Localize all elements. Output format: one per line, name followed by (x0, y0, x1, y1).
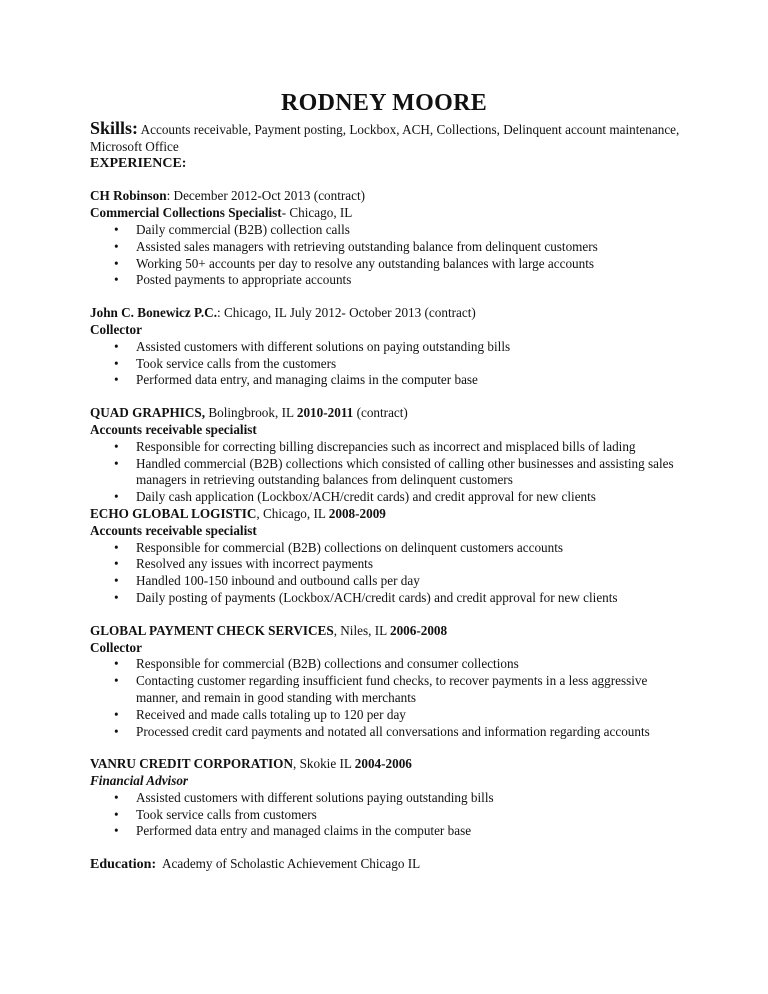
experience-heading: EXPERIENCE: (90, 155, 187, 171)
job-note: (contract) (353, 405, 408, 421)
job-title: Accounts receivable specialist (90, 421, 257, 437)
job-company: GLOBAL PAYMENT CHECK SERVICES (90, 622, 334, 638)
list-item: • Performed data entry, and managing claims in the computer base (136, 372, 690, 389)
job-company: John C. Bonewicz P.C. (90, 305, 217, 321)
job-header (90, 756, 690, 773)
list-item: • Received and made calls totaling up to 120 per day (136, 707, 690, 724)
job-details: : December 2012-Oct 2013 (contract) (166, 188, 366, 204)
education-section (90, 856, 690, 874)
job-company: CH Robinson (90, 188, 167, 204)
job-title-line (90, 205, 690, 222)
list-item: • Daily commercial (B2B) collection calls (136, 222, 690, 239)
job-years: 2010-2011 (296, 405, 354, 421)
job-company: VANRU CREDIT CORPORATION (90, 756, 293, 772)
job-header (90, 506, 690, 523)
list-item: • Posted payments to appropriate accounts (136, 272, 690, 289)
resume-body (90, 120, 690, 874)
skills-text: Accounts receivable, Payment posting, Lockbox, ACH, Collections, Delinquent account maintenance, Microsoft Office (90, 122, 680, 154)
job-header (90, 623, 690, 640)
job-title: Financial Advisor (90, 773, 189, 789)
list-item: • Assisted sales managers with retrieving outstanding balance from delinquent customers (136, 239, 690, 256)
job-global-payment-check-services (90, 623, 690, 741)
job-vanru-credit-corporation (90, 756, 690, 840)
skills-label: Skills: (90, 118, 139, 138)
job-years: 2008-2009 (328, 505, 386, 521)
list-item: • Contacting customer regarding insufficient fund checks, to recover payments in a less aggressive manner, and remain in good standing with merchants (136, 673, 690, 707)
job-header (90, 405, 690, 422)
job-bullets (90, 439, 690, 506)
job-bullets (90, 656, 690, 740)
candidate-name: RODNEY MOORE (280, 90, 488, 116)
list-item: • Resolved any issues with incorrect payments (136, 556, 690, 573)
job-bullets (90, 339, 690, 389)
job-title: Commercial Collections Specialist (90, 205, 282, 221)
job-company: QUAD GRAPHICS, (90, 405, 206, 421)
list-item: • Daily cash application (Lockbox/ACH/credit cards) and credit approval for new clients (136, 489, 690, 506)
list-item: • Responsible for commercial (B2B) collections on delinquent customers accounts (136, 540, 690, 557)
list-item: • Handled commercial (B2B) collections which consisted of calling other businesses and assisting sales managers in retrieving outstanding balances from delinquent customers (136, 456, 690, 490)
list-item: • Working 50+ accounts per day to resolve any outstanding balances with large accounts (136, 256, 690, 273)
list-item: • Took service calls from customers (136, 807, 690, 824)
job-echo-global-logistic (90, 506, 690, 607)
list-item: • Handled 100-150 inbound and outbound calls per day (136, 573, 690, 590)
job-location: , Niles, IL (333, 622, 390, 638)
list-item: • Assisted customers with different solutions paying outstanding bills (136, 790, 690, 807)
job-bullets (90, 790, 690, 840)
job-location: , Chicago, IL (256, 505, 329, 521)
job-title-suffix: - Chicago, IL (281, 205, 353, 221)
list-item: • Processed credit card payments and notated all conversations and information regarding accounts (136, 724, 690, 741)
job-location: Bolingbrook, IL (205, 405, 297, 421)
job-title: Collector (90, 321, 142, 337)
job-quad-graphics (90, 405, 690, 506)
education-text: Academy of Scholastic Achievement Chicago IL (156, 856, 421, 872)
list-item: • Responsible for commercial (B2B) collections and consumer collections (136, 656, 690, 673)
job-header (90, 305, 690, 322)
skills-section (90, 120, 690, 156)
job-bullets (90, 540, 690, 607)
list-item: • Responsible for correcting billing discrepancies such as incorrect and misplaced bills of lading (136, 439, 690, 456)
list-item: • Assisted customers with different solutions on paying outstanding bills (136, 339, 690, 356)
job-ch-robinson (90, 188, 690, 289)
job-bullets (90, 222, 690, 289)
list-item: • Performed data entry and managed claims in the computer base (136, 823, 690, 840)
job-location: , Skokie IL (292, 756, 355, 772)
job-header (90, 188, 690, 205)
job-years: 2006-2008 (389, 622, 448, 638)
job-company: ECHO GLOBAL LOGISTIC (90, 505, 257, 521)
job-john-c-bonewicz (90, 305, 690, 389)
job-years: 2004-2006 (354, 756, 412, 772)
job-details: : Chicago, IL July 2012- October 2013 (contract) (217, 305, 476, 321)
job-title: Accounts receivable specialist (90, 522, 257, 538)
list-item: • Took service calls from the customers (136, 356, 690, 373)
list-item: • Daily posting of payments (Lockbox/ACH/credit cards) and credit approval for new clients (136, 590, 690, 607)
job-title: Collector (90, 639, 142, 655)
education-label: Education: (90, 857, 157, 873)
